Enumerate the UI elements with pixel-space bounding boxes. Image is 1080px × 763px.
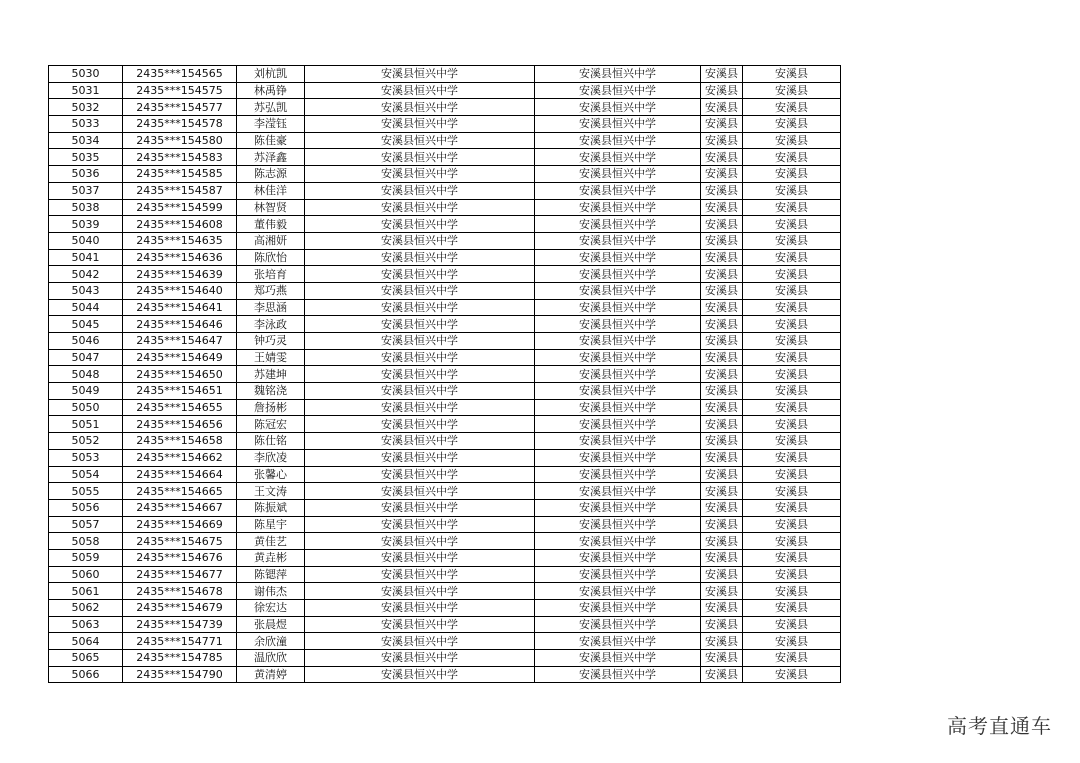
serial-number-cell: 5052 <box>49 433 123 450</box>
student-name-cell: 郑巧燕 <box>237 282 305 299</box>
school-cell-2: 安溪县恒兴中学 <box>535 299 701 316</box>
exam-id-cell: 2435***154669 <box>123 516 237 533</box>
table-row <box>49 299 841 316</box>
exam-id-cell: 2435***154577 <box>123 99 237 116</box>
student-name-cell: 刘杭凯 <box>237 66 305 83</box>
school-cell-2: 安溪县恒兴中学 <box>535 616 701 633</box>
county-cell: 安溪县 <box>701 466 743 483</box>
student-name-cell: 陈振斌 <box>237 499 305 516</box>
county-cell-2: 安溪县 <box>743 600 841 617</box>
school-cell: 安溪县恒兴中学 <box>305 249 535 266</box>
table-row <box>49 149 841 166</box>
school-cell: 安溪县恒兴中学 <box>305 449 535 466</box>
county-cell-2: 安溪县 <box>743 249 841 266</box>
school-cell: 安溪县恒兴中学 <box>305 650 535 667</box>
school-cell-2: 安溪县恒兴中学 <box>535 82 701 99</box>
exam-id-cell: 2435***154599 <box>123 199 237 216</box>
table-row <box>49 516 841 533</box>
county-cell: 安溪县 <box>701 416 743 433</box>
school-cell-2: 安溪县恒兴中学 <box>535 666 701 683</box>
county-cell-2: 安溪县 <box>743 316 841 333</box>
county-cell: 安溪县 <box>701 116 743 133</box>
table-row <box>49 600 841 617</box>
school-cell-2: 安溪县恒兴中学 <box>535 99 701 116</box>
school-cell: 安溪县恒兴中学 <box>305 349 535 366</box>
serial-number-cell: 5041 <box>49 249 123 266</box>
county-cell-2: 安溪县 <box>743 266 841 283</box>
school-cell-2: 安溪县恒兴中学 <box>535 399 701 416</box>
student-name-cell: 陈欣怡 <box>237 249 305 266</box>
student-name-cell: 陈锶萍 <box>237 566 305 583</box>
student-name-cell: 李滢钰 <box>237 116 305 133</box>
student-name-cell: 谢伟杰 <box>237 583 305 600</box>
exam-id-cell: 2435***154667 <box>123 499 237 516</box>
exam-id-cell: 2435***154739 <box>123 616 237 633</box>
county-cell: 安溪县 <box>701 583 743 600</box>
exam-id-cell: 2435***154641 <box>123 299 237 316</box>
county-cell-2: 安溪县 <box>743 149 841 166</box>
table-row <box>49 449 841 466</box>
serial-number-cell: 5061 <box>49 583 123 600</box>
county-cell: 安溪县 <box>701 566 743 583</box>
county-cell: 安溪县 <box>701 99 743 116</box>
county-cell-2: 安溪县 <box>743 216 841 233</box>
county-cell: 安溪县 <box>701 533 743 550</box>
student-name-cell: 詹扬彬 <box>237 399 305 416</box>
table-row <box>49 633 841 650</box>
serial-number-cell: 5035 <box>49 149 123 166</box>
county-cell: 安溪县 <box>701 483 743 500</box>
school-cell: 安溪县恒兴中学 <box>305 666 535 683</box>
student-name-cell: 董伟毅 <box>237 216 305 233</box>
table-row <box>49 66 841 83</box>
serial-number-cell: 5037 <box>49 182 123 199</box>
exam-id-cell: 2435***154771 <box>123 633 237 650</box>
school-cell-2: 安溪县恒兴中学 <box>535 416 701 433</box>
school-cell: 安溪县恒兴中学 <box>305 583 535 600</box>
school-cell: 安溪县恒兴中学 <box>305 82 535 99</box>
table-row <box>49 399 841 416</box>
exam-id-cell: 2435***154640 <box>123 282 237 299</box>
exam-id-cell: 2435***154650 <box>123 366 237 383</box>
student-name-cell: 黄垚彬 <box>237 549 305 566</box>
county-cell-2: 安溪县 <box>743 282 841 299</box>
serial-number-cell: 5031 <box>49 82 123 99</box>
county-cell-2: 安溪县 <box>743 433 841 450</box>
county-cell: 安溪县 <box>701 399 743 416</box>
school-cell-2: 安溪县恒兴中学 <box>535 116 701 133</box>
county-cell: 安溪县 <box>701 516 743 533</box>
school-cell-2: 安溪县恒兴中学 <box>535 483 701 500</box>
serial-number-cell: 5045 <box>49 316 123 333</box>
school-cell: 安溪县恒兴中学 <box>305 333 535 350</box>
serial-number-cell: 5054 <box>49 466 123 483</box>
school-cell: 安溪县恒兴中学 <box>305 182 535 199</box>
county-cell: 安溪县 <box>701 383 743 400</box>
table-row <box>49 116 841 133</box>
student-name-cell: 高湘妍 <box>237 232 305 249</box>
school-cell-2: 安溪县恒兴中学 <box>535 182 701 199</box>
county-cell: 安溪县 <box>701 66 743 83</box>
school-cell: 安溪县恒兴中学 <box>305 99 535 116</box>
county-cell: 安溪县 <box>701 249 743 266</box>
table-row <box>49 366 841 383</box>
serial-number-cell: 5038 <box>49 199 123 216</box>
table-row <box>49 316 841 333</box>
table-row <box>49 266 841 283</box>
school-cell: 安溪县恒兴中学 <box>305 316 535 333</box>
student-name-cell: 黄清婷 <box>237 666 305 683</box>
serial-number-cell: 5066 <box>49 666 123 683</box>
county-cell: 安溪县 <box>701 282 743 299</box>
exam-id-cell: 2435***154675 <box>123 533 237 550</box>
county-cell-2: 安溪县 <box>743 66 841 83</box>
exam-id-cell: 2435***154585 <box>123 166 237 183</box>
county-cell: 安溪县 <box>701 216 743 233</box>
serial-number-cell: 5050 <box>49 399 123 416</box>
table-row <box>49 232 841 249</box>
county-cell: 安溪县 <box>701 333 743 350</box>
serial-number-cell: 5044 <box>49 299 123 316</box>
school-cell-2: 安溪县恒兴中学 <box>535 433 701 450</box>
table-row <box>49 566 841 583</box>
table-row <box>49 333 841 350</box>
exam-id-cell: 2435***154665 <box>123 483 237 500</box>
school-cell: 安溪县恒兴中学 <box>305 516 535 533</box>
table-row <box>49 549 841 566</box>
school-cell-2: 安溪县恒兴中学 <box>535 149 701 166</box>
student-name-cell: 李思涵 <box>237 299 305 316</box>
student-name-cell: 陈星宇 <box>237 516 305 533</box>
school-cell: 安溪县恒兴中学 <box>305 566 535 583</box>
student-name-cell: 陈仕铭 <box>237 433 305 450</box>
school-cell-2: 安溪县恒兴中学 <box>535 132 701 149</box>
table-row <box>49 249 841 266</box>
county-cell-2: 安溪县 <box>743 583 841 600</box>
school-cell: 安溪县恒兴中学 <box>305 433 535 450</box>
student-name-cell: 徐宏达 <box>237 600 305 617</box>
student-name-cell: 苏泽鑫 <box>237 149 305 166</box>
exam-id-cell: 2435***154664 <box>123 466 237 483</box>
county-cell-2: 安溪县 <box>743 416 841 433</box>
student-name-cell: 张馨心 <box>237 466 305 483</box>
school-cell: 安溪县恒兴中学 <box>305 132 535 149</box>
school-cell: 安溪县恒兴中学 <box>305 549 535 566</box>
county-cell: 安溪县 <box>701 266 743 283</box>
table-row <box>49 650 841 667</box>
serial-number-cell: 5049 <box>49 383 123 400</box>
student-name-cell: 李泳政 <box>237 316 305 333</box>
exam-id-cell: 2435***154639 <box>123 266 237 283</box>
county-cell-2: 安溪县 <box>743 533 841 550</box>
school-cell: 安溪县恒兴中学 <box>305 416 535 433</box>
serial-number-cell: 5046 <box>49 333 123 350</box>
county-cell-2: 安溪县 <box>743 366 841 383</box>
student-name-cell: 张培育 <box>237 266 305 283</box>
student-name-cell: 林智贤 <box>237 199 305 216</box>
school-cell: 安溪县恒兴中学 <box>305 116 535 133</box>
county-cell: 安溪县 <box>701 316 743 333</box>
school-cell: 安溪县恒兴中学 <box>305 282 535 299</box>
table-row <box>49 166 841 183</box>
student-name-cell: 黄佳艺 <box>237 533 305 550</box>
table-row <box>49 132 841 149</box>
table-row <box>49 616 841 633</box>
serial-number-cell: 5064 <box>49 633 123 650</box>
school-cell-2: 安溪县恒兴中学 <box>535 266 701 283</box>
exam-id-cell: 2435***154678 <box>123 583 237 600</box>
county-cell-2: 安溪县 <box>743 650 841 667</box>
serial-number-cell: 5060 <box>49 566 123 583</box>
school-cell: 安溪县恒兴中学 <box>305 483 535 500</box>
school-cell-2: 安溪县恒兴中学 <box>535 650 701 667</box>
school-cell: 安溪县恒兴中学 <box>305 383 535 400</box>
county-cell: 安溪县 <box>701 232 743 249</box>
county-cell: 安溪县 <box>701 666 743 683</box>
student-name-cell: 陈冠宏 <box>237 416 305 433</box>
school-cell: 安溪县恒兴中学 <box>305 499 535 516</box>
student-name-cell: 魏铭浇 <box>237 383 305 400</box>
school-cell: 安溪县恒兴中学 <box>305 299 535 316</box>
serial-number-cell: 5034 <box>49 132 123 149</box>
school-cell-2: 安溪县恒兴中学 <box>535 449 701 466</box>
county-cell-2: 安溪县 <box>743 82 841 99</box>
county-cell-2: 安溪县 <box>743 516 841 533</box>
school-cell-2: 安溪县恒兴中学 <box>535 549 701 566</box>
table-row <box>49 99 841 116</box>
serial-number-cell: 5048 <box>49 366 123 383</box>
student-name-cell: 陈佳豪 <box>237 132 305 149</box>
table-row <box>49 416 841 433</box>
school-cell: 安溪县恒兴中学 <box>305 149 535 166</box>
county-cell: 安溪县 <box>701 650 743 667</box>
student-name-cell: 王婧雯 <box>237 349 305 366</box>
exam-id-cell: 2435***154649 <box>123 349 237 366</box>
student-name-cell: 张晨煜 <box>237 616 305 633</box>
serial-number-cell: 5039 <box>49 216 123 233</box>
county-cell-2: 安溪县 <box>743 616 841 633</box>
exam-id-cell: 2435***154790 <box>123 666 237 683</box>
school-cell: 安溪县恒兴中学 <box>305 199 535 216</box>
school-cell-2: 安溪县恒兴中学 <box>535 282 701 299</box>
serial-number-cell: 5055 <box>49 483 123 500</box>
school-cell-2: 安溪县恒兴中学 <box>535 600 701 617</box>
school-cell: 安溪县恒兴中学 <box>305 366 535 383</box>
county-cell: 安溪县 <box>701 199 743 216</box>
student-name-cell: 林禹铮 <box>237 82 305 99</box>
student-name-cell: 钟巧灵 <box>237 333 305 350</box>
serial-number-cell: 5057 <box>49 516 123 533</box>
county-cell-2: 安溪县 <box>743 449 841 466</box>
school-cell-2: 安溪县恒兴中学 <box>535 249 701 266</box>
county-cell-2: 安溪县 <box>743 566 841 583</box>
table-row <box>49 583 841 600</box>
county-cell: 安溪县 <box>701 132 743 149</box>
exam-id-cell: 2435***154656 <box>123 416 237 433</box>
school-cell-2: 安溪县恒兴中学 <box>535 583 701 600</box>
exam-id-cell: 2435***154651 <box>123 383 237 400</box>
school-cell: 安溪县恒兴中学 <box>305 232 535 249</box>
county-cell: 安溪县 <box>701 299 743 316</box>
school-cell: 安溪县恒兴中学 <box>305 466 535 483</box>
serial-number-cell: 5063 <box>49 616 123 633</box>
student-name-cell: 陈志源 <box>237 166 305 183</box>
exam-id-cell: 2435***154608 <box>123 216 237 233</box>
county-cell: 安溪县 <box>701 433 743 450</box>
school-cell-2: 安溪县恒兴中学 <box>535 166 701 183</box>
county-cell-2: 安溪县 <box>743 349 841 366</box>
school-cell-2: 安溪县恒兴中学 <box>535 232 701 249</box>
table-row <box>49 383 841 400</box>
table-row <box>49 182 841 199</box>
table-row <box>49 666 841 683</box>
exam-id-cell: 2435***154565 <box>123 66 237 83</box>
school-cell-2: 安溪县恒兴中学 <box>535 366 701 383</box>
serial-number-cell: 5030 <box>49 66 123 83</box>
table-row <box>49 466 841 483</box>
school-cell: 安溪县恒兴中学 <box>305 600 535 617</box>
county-cell-2: 安溪县 <box>743 483 841 500</box>
county-cell-2: 安溪县 <box>743 633 841 650</box>
school-cell: 安溪县恒兴中学 <box>305 633 535 650</box>
school-cell-2: 安溪县恒兴中学 <box>535 533 701 550</box>
school-cell-2: 安溪县恒兴中学 <box>535 499 701 516</box>
student-name-cell: 温欣欣 <box>237 650 305 667</box>
county-cell-2: 安溪县 <box>743 383 841 400</box>
county-cell-2: 安溪县 <box>743 166 841 183</box>
county-cell: 安溪县 <box>701 349 743 366</box>
county-cell: 安溪县 <box>701 82 743 99</box>
school-cell: 安溪县恒兴中学 <box>305 266 535 283</box>
student-name-cell: 苏建坤 <box>237 366 305 383</box>
county-cell-2: 安溪县 <box>743 116 841 133</box>
student-name-cell: 余欣潼 <box>237 633 305 650</box>
table-row <box>49 199 841 216</box>
table-row <box>49 433 841 450</box>
student-name-cell: 苏弘凯 <box>237 99 305 116</box>
school-cell-2: 安溪县恒兴中学 <box>535 516 701 533</box>
exam-id-cell: 2435***154658 <box>123 433 237 450</box>
county-cell-2: 安溪县 <box>743 399 841 416</box>
school-cell: 安溪县恒兴中学 <box>305 166 535 183</box>
serial-number-cell: 5043 <box>49 282 123 299</box>
serial-number-cell: 5059 <box>49 549 123 566</box>
watermark-text: 高考直通车 <box>947 714 1052 738</box>
county-cell-2: 安溪县 <box>743 333 841 350</box>
serial-number-cell: 5065 <box>49 650 123 667</box>
serial-number-cell: 5051 <box>49 416 123 433</box>
county-cell: 安溪县 <box>701 549 743 566</box>
table-row <box>49 483 841 500</box>
exam-id-cell: 2435***154679 <box>123 600 237 617</box>
exam-id-cell: 2435***154662 <box>123 449 237 466</box>
serial-number-cell: 5056 <box>49 499 123 516</box>
county-cell-2: 安溪县 <box>743 466 841 483</box>
table-row <box>49 282 841 299</box>
serial-number-cell: 5036 <box>49 166 123 183</box>
county-cell: 安溪县 <box>701 149 743 166</box>
serial-number-cell: 5042 <box>49 266 123 283</box>
serial-number-cell: 5040 <box>49 232 123 249</box>
county-cell: 安溪县 <box>701 166 743 183</box>
table-row <box>49 349 841 366</box>
exam-id-cell: 2435***154635 <box>123 232 237 249</box>
school-cell: 安溪县恒兴中学 <box>305 66 535 83</box>
county-cell: 安溪县 <box>701 616 743 633</box>
exam-id-cell: 2435***154677 <box>123 566 237 583</box>
school-cell: 安溪县恒兴中学 <box>305 399 535 416</box>
exam-id-cell: 2435***154580 <box>123 132 237 149</box>
county-cell: 安溪县 <box>701 182 743 199</box>
school-cell: 安溪县恒兴中学 <box>305 616 535 633</box>
school-cell-2: 安溪县恒兴中学 <box>535 316 701 333</box>
student-name-cell: 李欣凌 <box>237 449 305 466</box>
exam-id-cell: 2435***154583 <box>123 149 237 166</box>
serial-number-cell: 5062 <box>49 600 123 617</box>
county-cell: 安溪县 <box>701 499 743 516</box>
roster-body <box>49 66 841 683</box>
school-cell-2: 安溪县恒兴中学 <box>535 383 701 400</box>
exam-id-cell: 2435***154647 <box>123 333 237 350</box>
exam-id-cell: 2435***154636 <box>123 249 237 266</box>
county-cell-2: 安溪县 <box>743 666 841 683</box>
exam-id-cell: 2435***154655 <box>123 399 237 416</box>
roster-table <box>48 65 841 683</box>
serial-number-cell: 5032 <box>49 99 123 116</box>
school-cell: 安溪县恒兴中学 <box>305 533 535 550</box>
county-cell-2: 安溪县 <box>743 99 841 116</box>
county-cell-2: 安溪县 <box>743 299 841 316</box>
student-name-cell: 王文涛 <box>237 483 305 500</box>
county-cell: 安溪县 <box>701 366 743 383</box>
county-cell-2: 安溪县 <box>743 182 841 199</box>
school-cell-2: 安溪县恒兴中学 <box>535 66 701 83</box>
county-cell: 安溪县 <box>701 449 743 466</box>
county-cell-2: 安溪县 <box>743 549 841 566</box>
county-cell: 安溪县 <box>701 600 743 617</box>
county-cell: 安溪县 <box>701 633 743 650</box>
table-row <box>49 216 841 233</box>
exam-id-cell: 2435***154785 <box>123 650 237 667</box>
serial-number-cell: 5053 <box>49 449 123 466</box>
county-cell-2: 安溪县 <box>743 199 841 216</box>
school-cell-2: 安溪县恒兴中学 <box>535 216 701 233</box>
exam-id-cell: 2435***154676 <box>123 549 237 566</box>
school-cell-2: 安溪县恒兴中学 <box>535 333 701 350</box>
school-cell: 安溪县恒兴中学 <box>305 216 535 233</box>
exam-id-cell: 2435***154646 <box>123 316 237 333</box>
school-cell-2: 安溪县恒兴中学 <box>535 566 701 583</box>
exam-id-cell: 2435***154578 <box>123 116 237 133</box>
school-cell-2: 安溪县恒兴中学 <box>535 633 701 650</box>
serial-number-cell: 5033 <box>49 116 123 133</box>
school-cell-2: 安溪县恒兴中学 <box>535 466 701 483</box>
student-name-cell: 林佳洋 <box>237 182 305 199</box>
county-cell-2: 安溪县 <box>743 232 841 249</box>
serial-number-cell: 5058 <box>49 533 123 550</box>
table-row <box>49 82 841 99</box>
school-cell-2: 安溪县恒兴中学 <box>535 199 701 216</box>
school-cell-2: 安溪县恒兴中学 <box>535 349 701 366</box>
exam-id-cell: 2435***154575 <box>123 82 237 99</box>
serial-number-cell: 5047 <box>49 349 123 366</box>
table-row <box>49 533 841 550</box>
table-row <box>49 499 841 516</box>
county-cell-2: 安溪县 <box>743 132 841 149</box>
exam-id-cell: 2435***154587 <box>123 182 237 199</box>
county-cell-2: 安溪县 <box>743 499 841 516</box>
